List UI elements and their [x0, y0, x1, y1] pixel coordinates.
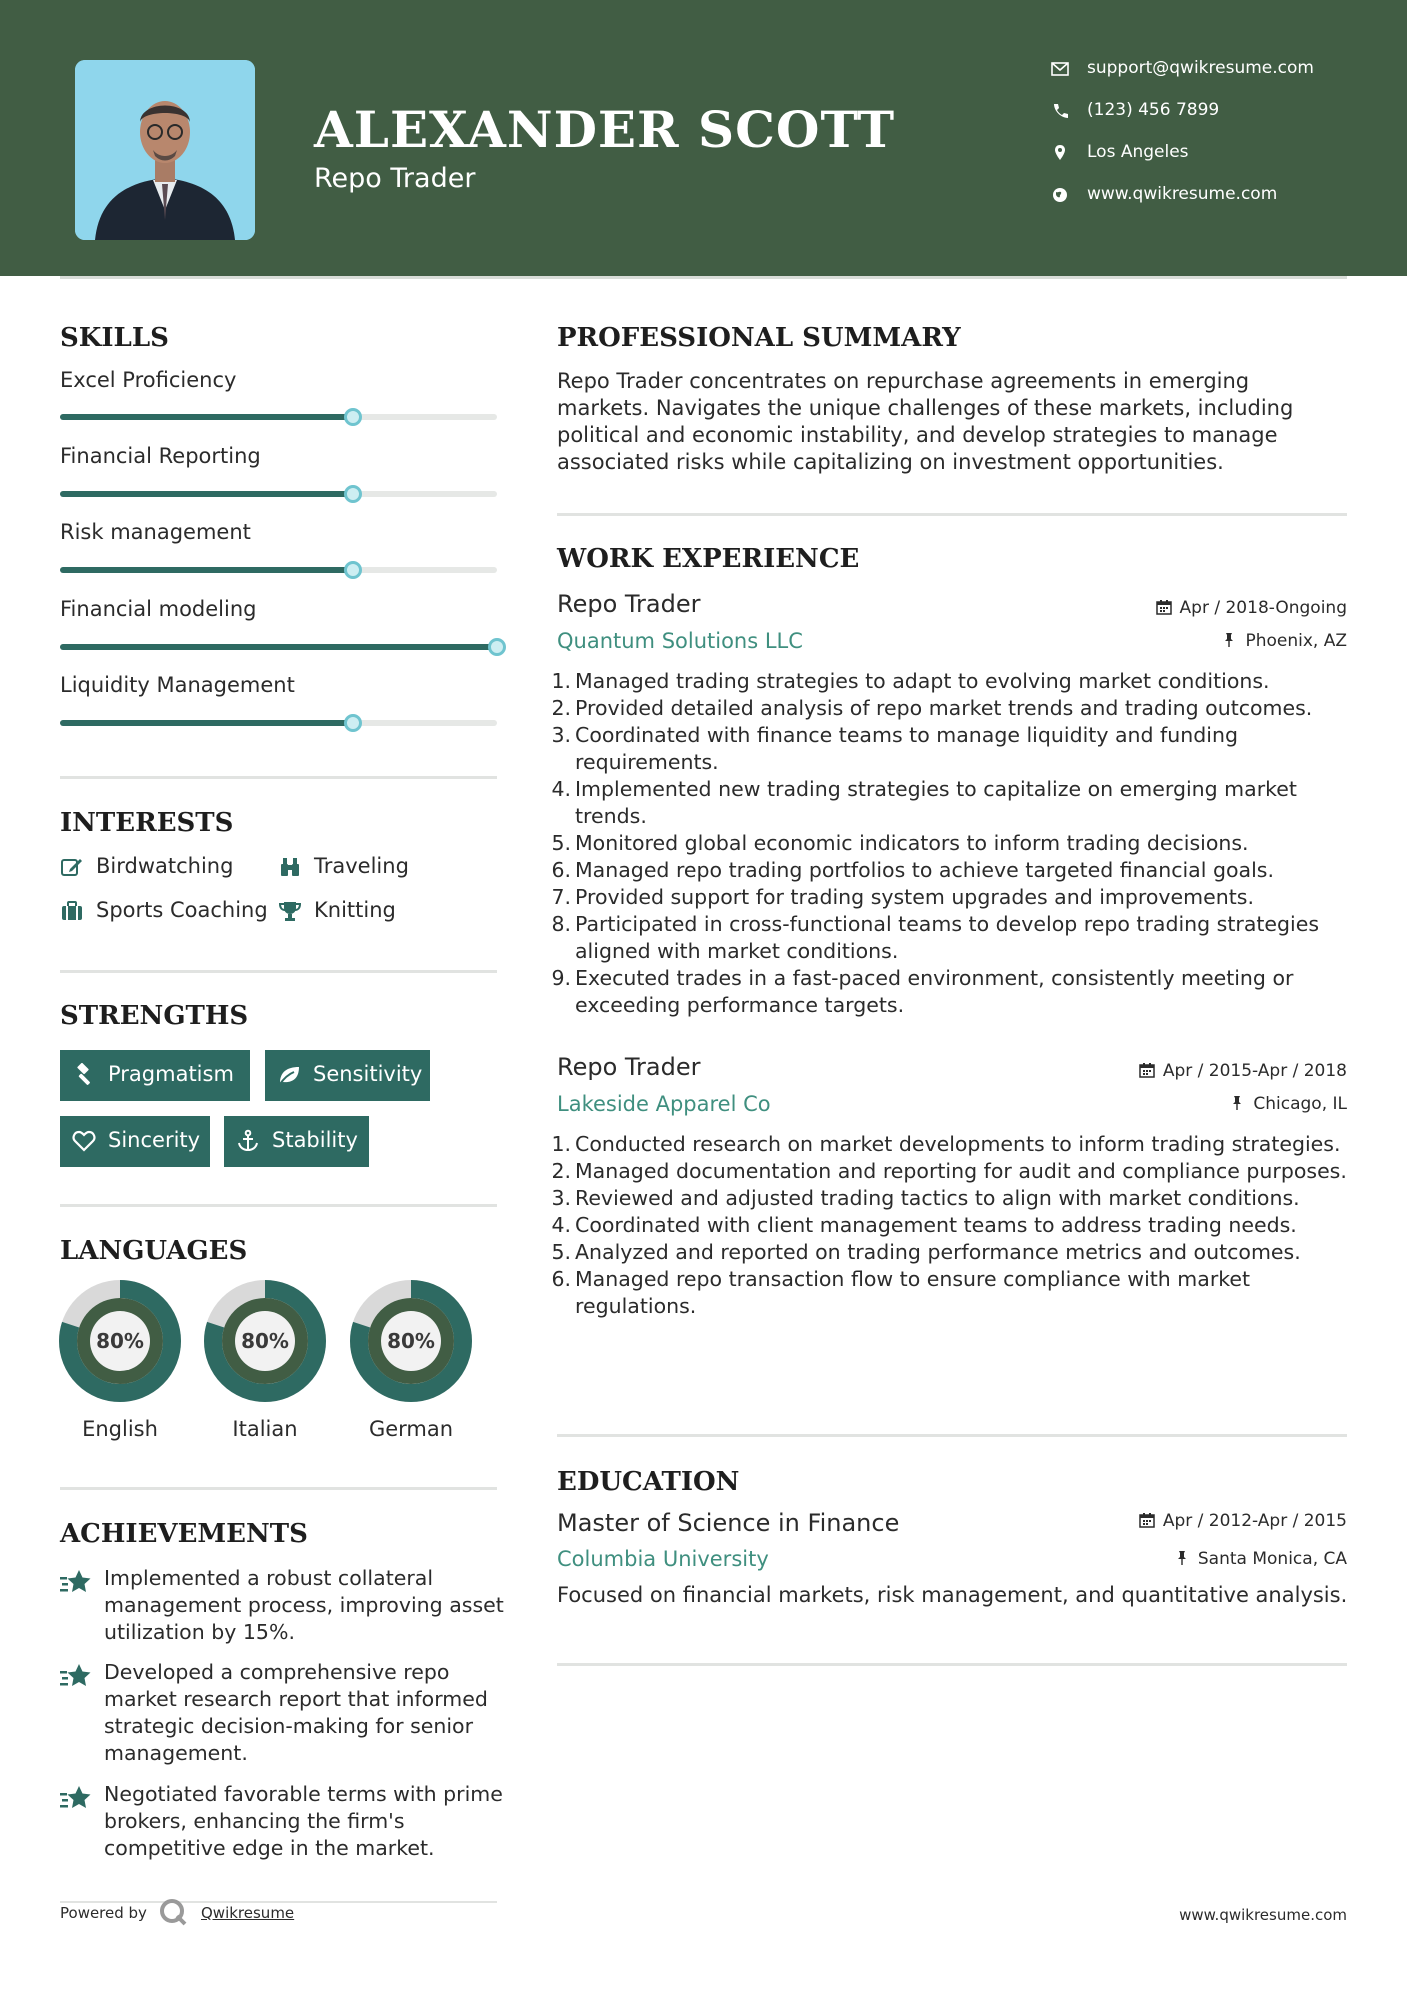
summary-text: Repo Trader concentrates on repurchase agreements in emerging markets. Navigates the unique challenges of these markets, including political and economic instability, and develop strategies to manage associated risks while capitalizing on investment opportunities. — [557, 369, 1294, 474]
achievement-text: Implemented a robust collateral management process, improving asset utilization by 15%. — [104, 1566, 504, 1644]
list-item: 3. Coordinated with finance teams to manage liquidity and funding requirements. — [551, 723, 1238, 774]
skill-bar-knob — [344, 485, 362, 503]
strength-tag — [265, 1050, 430, 1101]
interest-label: Traveling — [314, 854, 409, 878]
languages-heading: LANGUAGES — [60, 1236, 248, 1266]
language-ring — [204, 1280, 326, 1402]
skill-label: Financial modeling — [60, 597, 257, 621]
brand-link[interactable]: Qwikresume — [201, 1904, 295, 1922]
powered-by-label: Powered by — [60, 1904, 147, 1922]
language-percent: 80% — [241, 1329, 289, 1353]
skill-label: Liquidity Management — [60, 673, 295, 697]
edit-icon — [60, 855, 84, 879]
job-location-text: Phoenix, AZ — [1245, 631, 1347, 651]
skill-label: Risk management — [60, 520, 251, 544]
leaf-icon — [277, 1063, 301, 1087]
skill-bar-fill — [60, 491, 353, 497]
skill-bar — [60, 567, 497, 573]
language-label: English — [82, 1417, 158, 1441]
strength-label: Sensitivity — [313, 1062, 423, 1086]
list-item: 6. Managed repo trading portfolios to achieve targeted financial goals. — [551, 858, 1274, 882]
skill-label: Financial Reporting — [60, 444, 261, 468]
list-item: 5. Monitored global economic indicators to inform trading decisions. — [551, 831, 1249, 855]
contact-phone-text: (123) 456 7899 — [1087, 100, 1220, 120]
list-item: 8. Participated in cross-functional teams to develop repo trading strategies aligned with market conditions. — [551, 912, 1320, 963]
globe-icon — [1050, 184, 1070, 206]
strength-tag — [60, 1050, 250, 1101]
job-date-text: Apr / 2015-Apr / 2018 — [1162, 1061, 1347, 1081]
job-location-text: Chicago, IL — [1253, 1094, 1347, 1114]
skill-bar-knob — [344, 714, 362, 732]
section-divider — [60, 1487, 497, 1490]
job-location — [1221, 631, 1347, 651]
skill-bar — [60, 414, 497, 420]
degree-title: Master of Science in Finance — [557, 1509, 900, 1537]
achievements-heading: ACHIEVEMENTS — [60, 1519, 308, 1549]
calendar-icon — [1139, 1062, 1155, 1078]
strength-label: Stability — [272, 1128, 358, 1152]
list-item: 6. Managed repo transaction flow to ensure compliance with market regulations. — [551, 1267, 1251, 1318]
interest-label: Birdwatching — [96, 854, 234, 878]
achievement-text: Negotiated favorable terms with prime brokers, enhancing the firm's competitive edge in the market. — [104, 1782, 503, 1860]
footer-website-link[interactable]: www.qwikresume.com — [1179, 1906, 1347, 1924]
star-icon — [60, 1568, 92, 1596]
list-item: 4. Implemented new trading strategies to capitalize on emerging market trends. — [551, 777, 1297, 828]
company-name: Lakeside Apparel Co — [557, 1092, 771, 1116]
skill-bar-knob — [344, 561, 362, 579]
list-item: 9. Executed trades in a fast-paced environment, consistently meeting or exceeding performance targets. — [551, 966, 1294, 1017]
binoculars-icon — [278, 855, 302, 879]
strength-label: Pragmatism — [108, 1062, 234, 1086]
section-divider — [60, 776, 497, 779]
job-location — [1229, 1094, 1347, 1114]
language-label: Italian — [232, 1417, 298, 1441]
section-divider — [60, 1901, 497, 1903]
heart-icon — [72, 1129, 96, 1153]
language-percent: 80% — [96, 1329, 144, 1353]
education-location — [1174, 1549, 1347, 1569]
education-location-text: Santa Monica, CA — [1197, 1549, 1347, 1569]
interest-label: Knitting — [314, 898, 396, 922]
section-divider — [557, 513, 1347, 516]
achievement-text: Developed a comprehensive repo market research report that informed strategic decision-making for senior management. — [104, 1660, 488, 1765]
envelope-icon — [1050, 58, 1070, 80]
list-item: 2. Managed documentation and reporting for audit and compliance purposes. — [551, 1159, 1347, 1183]
school-name: Columbia University — [557, 1547, 769, 1571]
calendar-icon — [1139, 1512, 1155, 1528]
contact-website-text: www.qwikresume.com — [1087, 184, 1278, 204]
education-date-text: Apr / 2012-Apr / 2015 — [1162, 1511, 1347, 1531]
skill-bar-knob — [344, 408, 362, 426]
education-description: Focused on financial markets, risk management, and quantitative analysis. — [557, 1583, 1348, 1607]
skills-heading: SKILLS — [60, 323, 169, 353]
section-divider — [60, 970, 497, 973]
skill-bar — [60, 491, 497, 497]
phone-icon — [1050, 100, 1070, 122]
gavel-icon — [72, 1063, 96, 1087]
job-bullets — [551, 668, 1347, 1019]
skill-bar-fill — [60, 720, 353, 726]
summary-heading: PROFESSIONAL SUMMARY — [557, 323, 961, 353]
list-item: 1. Managed trading strategies to adapt to evolving market conditions. — [551, 669, 1270, 693]
pushpin-icon — [1221, 632, 1237, 648]
skill-bar — [60, 720, 497, 726]
star-icon — [60, 1662, 92, 1690]
list-item: 7. Provided support for trading system upgrades and improvements. — [551, 885, 1254, 909]
contact-location-text: Los Angeles — [1087, 142, 1189, 162]
education-heading: EDUCATION — [557, 1467, 740, 1497]
candidate-name: ALEXANDER SCOTT — [314, 100, 896, 159]
skill-bar — [60, 644, 497, 650]
company-name: Quantum Solutions LLC — [557, 629, 803, 653]
job-date — [1156, 598, 1347, 618]
qwikresume-logo-icon — [158, 1897, 188, 1927]
map-marker-icon — [1050, 142, 1070, 164]
work-heading: WORK EXPERIENCE — [557, 544, 860, 574]
interests-heading: INTERESTS — [60, 808, 234, 838]
profile-photo — [75, 60, 255, 240]
candidate-title: Repo Trader — [314, 163, 476, 194]
strength-tag — [224, 1116, 369, 1167]
list-item: 5. Analyzed and reported on trading performance metrics and outcomes. — [551, 1240, 1301, 1264]
job-title: Repo Trader — [557, 590, 701, 618]
education-date — [1139, 1511, 1347, 1531]
job-date-text: Apr / 2018-Ongoing — [1179, 598, 1347, 618]
resume-header — [0, 0, 1407, 276]
language-ring — [59, 1280, 181, 1402]
interest-label: Sports Coaching — [96, 898, 268, 922]
pushpin-icon — [1174, 1550, 1190, 1566]
strength-label: Sincerity — [108, 1128, 201, 1152]
language-percent: 80% — [387, 1329, 435, 1353]
calendar-icon — [1156, 599, 1172, 615]
anchor-icon — [236, 1129, 260, 1153]
section-divider — [557, 1434, 1347, 1437]
language-ring — [350, 1280, 472, 1402]
strengths-heading: STRENGTHS — [60, 1001, 249, 1031]
language-label: German — [368, 1417, 454, 1441]
job-title: Repo Trader — [557, 1053, 701, 1081]
list-item: 3. Reviewed and adjusted trading tactics to align with market conditions. — [551, 1186, 1300, 1210]
list-item: 4. Coordinated with client management teams to address trading needs. — [551, 1213, 1297, 1237]
briefcase-icon — [60, 899, 84, 923]
skill-label: Excel Proficiency — [60, 368, 237, 392]
section-divider — [557, 1663, 1347, 1666]
contact-email-text: support@qwikresume.com — [1087, 58, 1314, 78]
person-portrait-icon — [75, 60, 255, 240]
skill-bar-knob — [488, 638, 506, 656]
trophy-icon — [278, 899, 302, 923]
section-divider — [60, 1204, 497, 1207]
list-item: 2. Provided detailed analysis of repo market trends and trading outcomes. — [551, 696, 1313, 720]
list-item: 1. Conducted research on market developments to inform trading strategies. — [551, 1132, 1341, 1156]
skill-bar-fill — [60, 644, 497, 650]
strength-tag — [60, 1116, 210, 1167]
pushpin-icon — [1229, 1095, 1245, 1111]
skill-bar-fill — [60, 414, 353, 420]
job-bullets — [551, 1131, 1347, 1320]
star-icon — [60, 1784, 92, 1812]
header-divider — [60, 276, 1347, 279]
job-date — [1139, 1061, 1347, 1081]
skill-bar-fill — [60, 567, 353, 573]
